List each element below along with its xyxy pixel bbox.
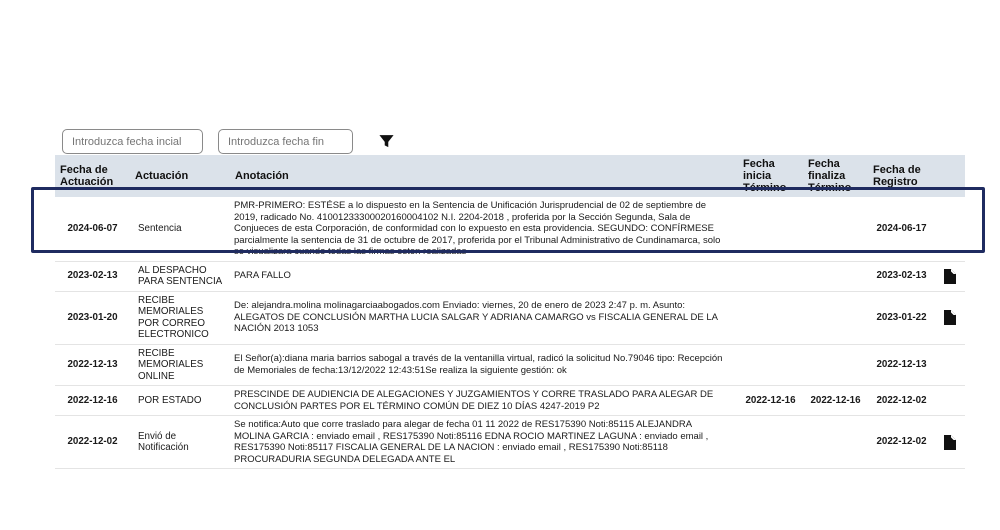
cell-actuacion: POR ESTADO: [138, 394, 202, 406]
open-document-button[interactable]: [944, 269, 956, 284]
document-icon: [944, 269, 956, 284]
table-row: [55, 292, 965, 345]
cell-fecha-inicia: [738, 439, 803, 445]
filter-button[interactable]: [375, 131, 397, 153]
table-row: [55, 416, 965, 469]
open-document-button[interactable]: [944, 435, 956, 450]
cell-actuacion: RECIBE MEMORIALES ONLINE: [138, 347, 204, 382]
cell-attachment: [935, 398, 965, 404]
cell-actuacion: Envió de Notificación: [138, 430, 189, 453]
cell-attachment: [935, 362, 965, 368]
cell-actuacion: Sentencia: [138, 223, 182, 234]
cell-fecha-actuacion: 2022-12-16: [67, 394, 118, 406]
table-row: [55, 197, 965, 262]
cell-fecha-inicia: [738, 315, 803, 321]
table-row: [55, 345, 965, 387]
header-actuacion: Actuación: [135, 170, 189, 182]
cell-fecha-actuacion: 2024-06-07: [67, 223, 118, 234]
cell-attachment: [935, 432, 965, 453]
fecha-fin-input[interactable]: [218, 129, 353, 154]
cell-fecha-inicia: 2022-12-16: [745, 394, 796, 406]
cell-anotacion: Se notifica:Auto que corre traslado para alegar de fecha 01 11 2022 de RES175390 Noti:85115 ALEJANDRA MOLINA GARCIA : enviado email , RES175390 Noti:85116 EDNA ROCIO MARTINEZ LAGUNA : enviado email , RES175390 Noti:85117 FISCALIA GENERAL DE LA NACION : enviado email , RES175390 Noti:85118 PROCURADURIA SEGUNDA DELEGADA ANTE EL: [234, 419, 709, 465]
cell-anotacion: PRESCINDE DE AUDIENCIA DE ALEGACIONES Y JUZGAMIENTOS Y CORRE TRASLADO PARA ALEGAR DE CONCLUSIÓN PARTES POR EL TÉRMINO COMÚN DE DIEZ 10 DÍAS 4247-2019 P2: [234, 389, 714, 412]
cell-actuacion: AL DESPACHO PARA SENTENCIA: [138, 264, 223, 287]
cell-fecha-registro: 2022-12-13: [876, 359, 927, 370]
document-icon: [944, 310, 956, 325]
funnel-icon: [378, 133, 395, 150]
cell-fecha-inicia: [738, 226, 803, 232]
cell-anotacion: PMR-PRIMERO: ESTÉSE a lo dispuesto en la Sentencia de Unificación Jurisprudencial de 02 de septiembre de 2019, radicado No. 41001233300020160004102 N.I. 2204-2018 , proferida por la Sección Segunda, Sala de Conjueces de esta Corporación, de conformidad con lo expuesto en esta providencia. SEGUNDO: CONFÍRMESE parcialmente la sentencia de 31 de octubre de 2017, proferida por el Tribunal Administrativo de Cundinamarca, solo se visualizara cuando todas las firmas esten realizadas: [234, 200, 721, 257]
cell-fecha-finaliza: [803, 315, 868, 321]
cell-fecha-finaliza: [803, 226, 868, 232]
cell-fecha-finaliza: [803, 362, 868, 368]
cell-anotacion: El Señor(a):diana maria barrios sabogal a través de la ventanilla virtual, radicó la solicitud No.79046 tipo: Recepción de Memoriales de fecha:13/12/2022 12:43:51Se realiza la siguiente gestión: ok: [234, 353, 723, 376]
header-attachment-column: [935, 173, 965, 179]
cell-fecha-registro: 2024-06-17: [876, 223, 927, 234]
cell-anotacion: PARA FALLO: [234, 270, 291, 282]
cell-fecha-finaliza: [803, 273, 868, 279]
cell-attachment: [935, 266, 965, 287]
cell-attachment: [935, 226, 965, 232]
header-fecha-registro: Fecha de Registro: [873, 164, 921, 188]
cell-actuacion: RECIBE MEMORIALES POR CORREO ELECTRONICO: [138, 294, 209, 340]
cell-fecha-registro: 2023-02-13: [876, 270, 927, 282]
document-icon: [944, 435, 956, 450]
table-row: [55, 386, 965, 416]
cell-fecha-registro: 2023-01-22: [876, 311, 927, 323]
header-anotacion: Anotación: [235, 170, 289, 182]
cell-fecha-finaliza: 2022-12-16: [810, 394, 861, 406]
cell-fecha-actuacion: 2023-02-13: [67, 270, 118, 282]
cell-fecha-finaliza: [803, 439, 868, 445]
filter-bar: [62, 129, 397, 154]
table-row: [55, 262, 965, 292]
fecha-inicial-input[interactable]: [62, 129, 203, 154]
cell-fecha-inicia: [738, 362, 803, 368]
cell-fecha-registro: 2022-12-02: [876, 394, 927, 406]
cell-fecha-actuacion: 2022-12-13: [67, 359, 118, 370]
table-header-row: [55, 155, 965, 197]
cell-fecha-actuacion: 2022-12-02: [67, 436, 118, 448]
header-fecha-finaliza: Fecha finaliza Término: [808, 158, 852, 194]
header-fecha-inicia: Fecha inicia Término: [743, 158, 787, 194]
actuaciones-table: [55, 155, 965, 465]
header-fecha-actuacion: Fecha de Actuación: [60, 164, 114, 188]
open-document-button[interactable]: [944, 310, 956, 325]
cell-attachment: [935, 307, 965, 328]
cell-fecha-actuacion: 2023-01-20: [67, 311, 118, 323]
cell-anotacion: De: alejandra.molina molinagarciaabogados.com Enviado: viernes, 20 de enero de 2023 2:47 p. m. Asunto: ALEGATOS DE CONCLUSIÓN MARTHA LUCIA SALGAR Y ADRIANA CAMARGO vs FISCALIA GENERAL DE LA NACIÓN 2013 1053: [234, 300, 718, 335]
cell-fecha-inicia: [738, 273, 803, 279]
cell-fecha-registro: 2022-12-02: [876, 436, 927, 448]
